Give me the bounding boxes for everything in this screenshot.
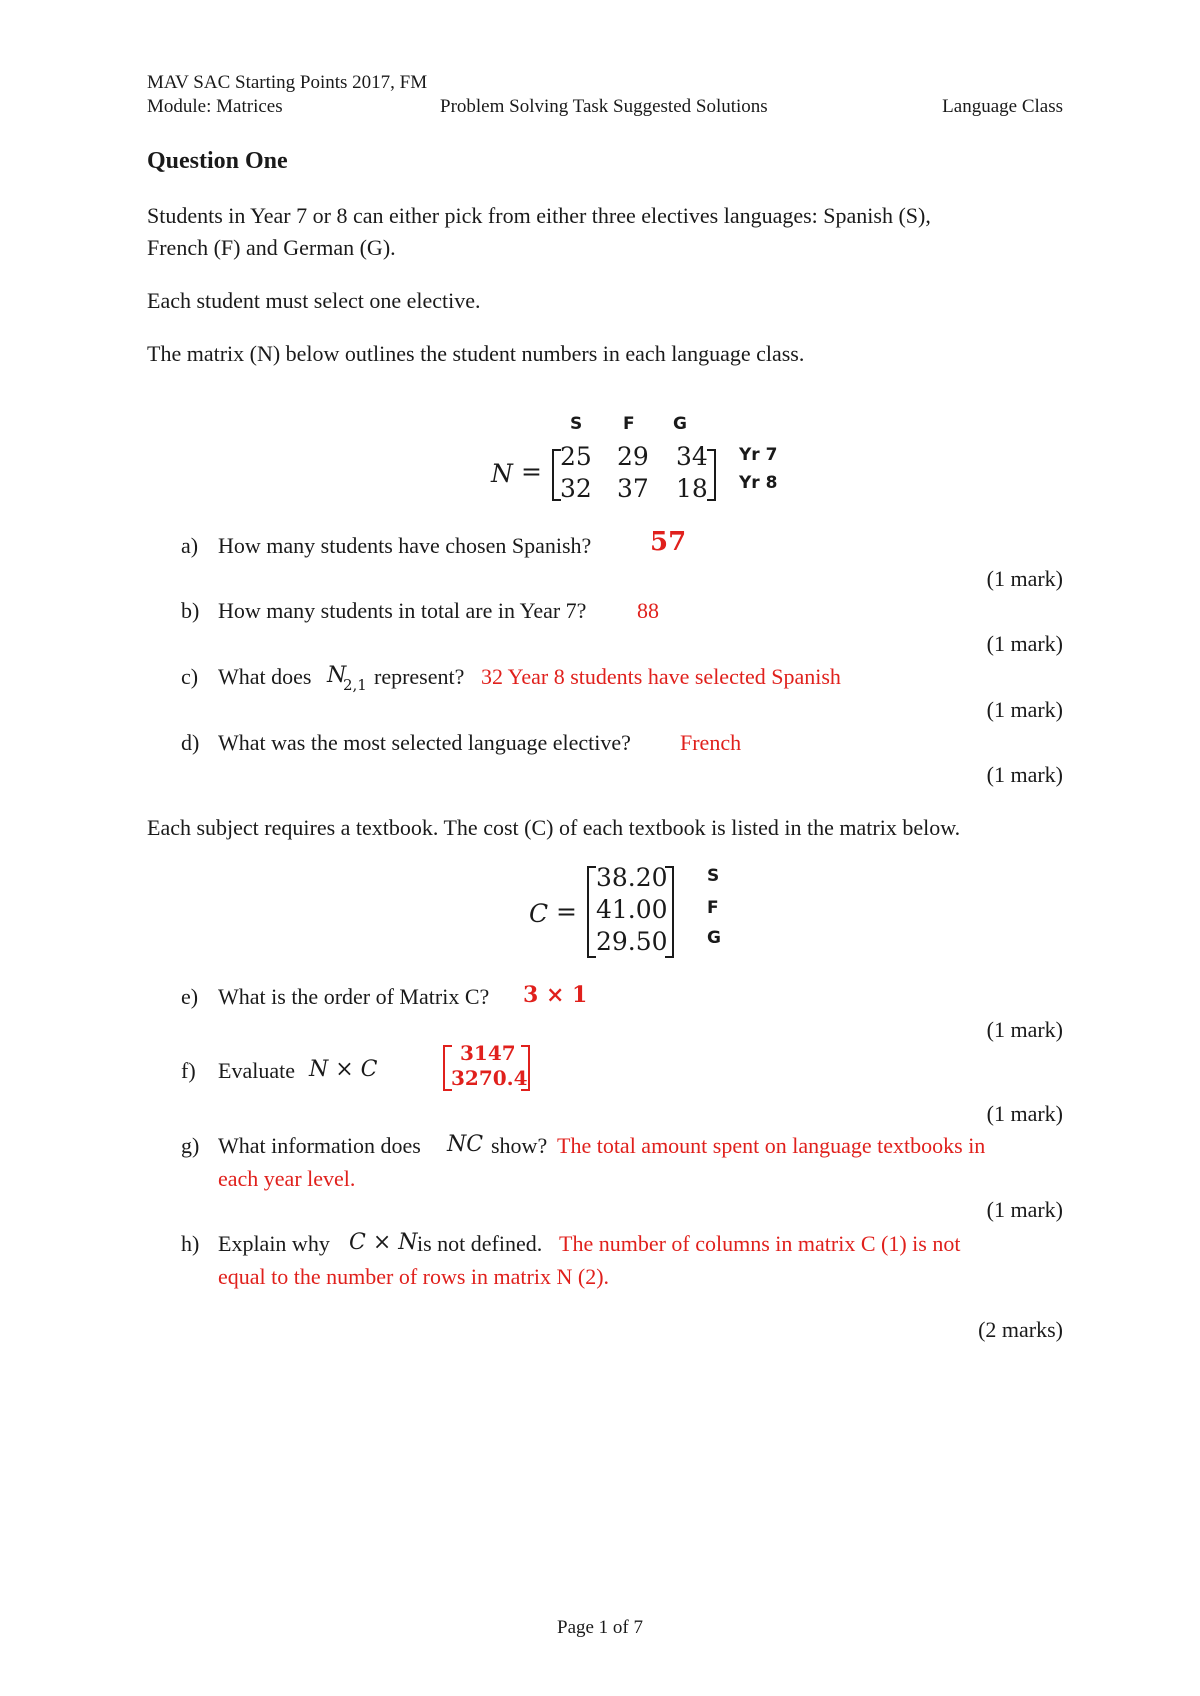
part-h-question-pre: Explain why — [218, 1231, 330, 1256]
part-h-letter: h) — [181, 1231, 200, 1256]
c-cell-1: 38.20 — [596, 863, 668, 892]
part-b-marks: (1 mark) — [986, 631, 1063, 656]
part-d-marks: (1 mark) — [986, 762, 1063, 787]
part-h-marks: (2 marks) — [978, 1317, 1063, 1342]
textbook-intro: Each subject requires a textbook. The cost (C) of each textbook is listed in the matrix below. — [147, 815, 961, 840]
part-g-question-pre: What information does — [218, 1133, 421, 1158]
part-c-question-pre: What does — [218, 664, 312, 689]
part-g-question-post: show? — [491, 1133, 548, 1158]
part-f-marks: (1 mark) — [986, 1101, 1063, 1126]
n-cell-2-1: 32 — [560, 474, 592, 503]
c-row-label-s: S — [707, 866, 720, 886]
part-f-answer-row1: 3147 — [460, 1041, 516, 1065]
part-e-letter: e) — [181, 984, 199, 1009]
header-right: Language Class — [942, 96, 1063, 117]
part-e-marks: (1 mark) — [986, 1017, 1063, 1042]
c-row-label-f: F — [707, 898, 719, 918]
part-d-letter: d) — [181, 730, 200, 755]
part-c-letter: c) — [181, 664, 199, 689]
part-g-marks: (1 mark) — [986, 1197, 1063, 1222]
intro-line4: The matrix (N) below outlines the student numbers in each language class. — [147, 341, 805, 366]
part-h-answer-line1: The number of columns in matrix C (1) is not — [559, 1231, 961, 1256]
part-c-marks: (1 mark) — [986, 697, 1063, 722]
part-c-symbol: N — [327, 663, 347, 688]
part-g-letter: g) — [181, 1133, 200, 1158]
intro-line1: Students in Year 7 or 8 can either pick from either three electives languages: Spanish (S), — [147, 203, 931, 228]
part-f-expression: N × C — [309, 1057, 378, 1082]
part-f-letter: f) — [181, 1058, 196, 1083]
question-title: Question One — [147, 148, 288, 174]
row-label-yr8: Yr 8 — [739, 473, 778, 493]
c-cell-2: 41.00 — [596, 895, 668, 924]
part-a-question: How many students have chosen Spanish? — [218, 533, 592, 558]
matrix-c-left-bracket — [587, 866, 596, 958]
n-cell-1-2: 29 — [617, 442, 649, 471]
matrix-n-equals: = — [521, 457, 542, 486]
header-center: Problem Solving Task Suggested Solutions — [440, 96, 768, 117]
part-d-question: What was the most selected language elective? — [218, 730, 631, 755]
n-cell-2-3: 18 — [676, 474, 708, 503]
part-h-question-post: is not defined. — [417, 1231, 543, 1256]
n-cell-2-2: 37 — [617, 474, 649, 503]
part-a-marks: (1 mark) — [986, 566, 1063, 591]
part-g-answer-line2: each year level. — [218, 1166, 356, 1191]
part-e-question: What is the order of Matrix C? — [218, 984, 490, 1009]
part-g-answer-line1: The total amount spent on language textbooks in — [557, 1133, 986, 1158]
n-cell-1-3: 34 — [676, 442, 708, 471]
matrix-n-name: N — [491, 459, 513, 488]
intro-line2: French (F) and German (G). — [147, 235, 396, 260]
part-a-answer: 57 — [650, 527, 687, 557]
page-number: Page 1 of 7 — [557, 1617, 644, 1638]
part-c-answer: 32 Year 8 students have selected Spanish — [481, 664, 841, 689]
c-cell-3: 29.50 — [596, 927, 668, 956]
col-label-g: G — [673, 414, 687, 434]
row-label-yr7: Yr 7 — [739, 445, 778, 465]
header-line1: MAV SAC Starting Points 2017, FM — [147, 72, 428, 93]
n-cell-1-1: 25 — [560, 442, 592, 471]
part-f-question: Evaluate — [218, 1058, 295, 1083]
part-h-expression: C × N — [349, 1230, 418, 1255]
part-c-subscript: 2,1 — [343, 676, 367, 694]
part-c-question-post: represent? — [374, 664, 465, 689]
header-module: Module: Matrices — [147, 96, 283, 117]
part-g-symbol: NC — [447, 1132, 484, 1157]
part-h-answer-line2: equal to the number of rows in matrix N (2). — [218, 1264, 610, 1289]
part-f-answer-row2: 3270.4 — [451, 1066, 528, 1090]
c-row-label-g: G — [707, 928, 721, 948]
part-b-question: How many students in total are in Year 7? — [218, 598, 587, 623]
matrix-n-right-bracket — [707, 449, 716, 501]
part-e-answer: 3 × 1 — [523, 982, 588, 1008]
col-label-s: S — [570, 414, 583, 434]
col-label-f: F — [623, 414, 635, 434]
part-a-letter: a) — [181, 533, 199, 558]
part-b-answer: 88 — [637, 598, 659, 623]
intro-line3: Each student must select one elective. — [147, 288, 481, 313]
matrix-c-name: C — [529, 899, 549, 928]
matrix-c-equals: = — [556, 897, 577, 926]
part-d-answer: French — [680, 730, 742, 755]
part-b-letter: b) — [181, 598, 200, 623]
